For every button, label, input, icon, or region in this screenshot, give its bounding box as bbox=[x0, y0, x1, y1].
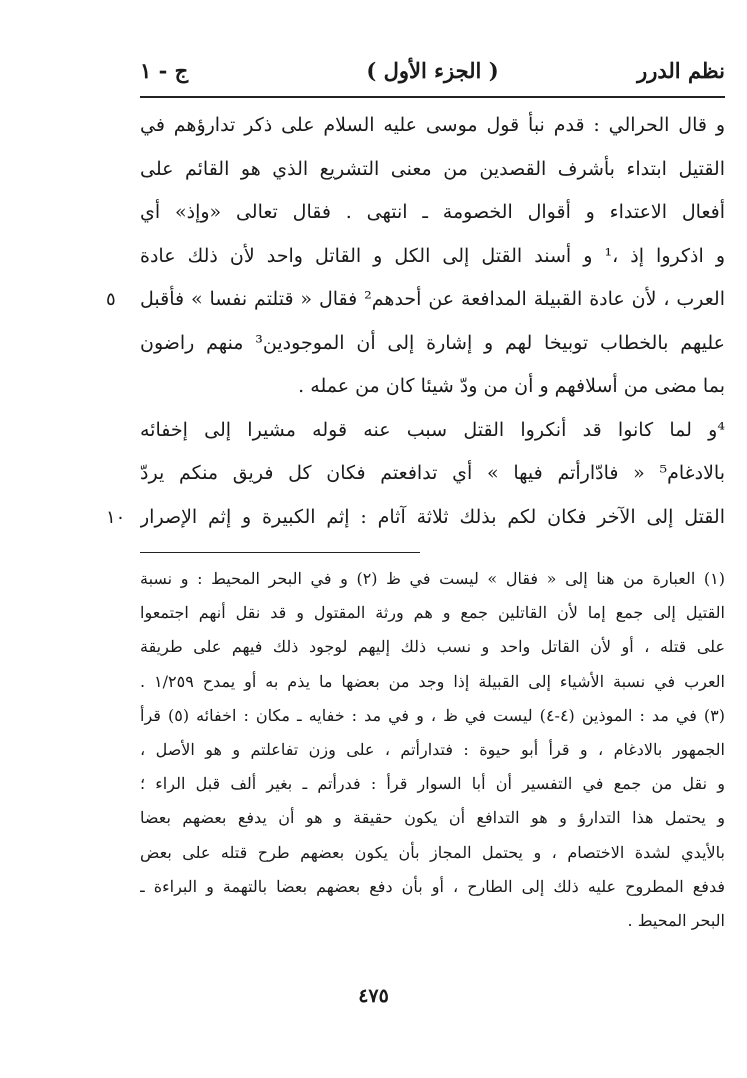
text-line: القتل إلى الآخر فكان لكم بذلك ثلاثة آثام : إثم الكبيرة و إثم الإصرار bbox=[140, 505, 725, 528]
footnote-line: (٣) في مد : الموذين (٤-٤) ليست في ظ ، و في مد : خفايه ـ مكان : اخفائه (٥) قرأ bbox=[140, 705, 725, 725]
header-rule bbox=[140, 96, 725, 98]
text-line: القتيل ابتداء بأشرف القصدين من معنى التشريع الذي هو القائم على bbox=[140, 157, 725, 180]
footnote-line: العرب في نسبة الأشياء إلى القبيلة إذا وجد من بعضها ما يذم به أو يمدح ١/٢٥٩ . bbox=[140, 671, 725, 691]
text-line: و قال الحرالي : قدم نبأ قول موسى عليه السلام على ذكر تدارؤهم في bbox=[140, 114, 725, 136]
book-title: نظم الدرر bbox=[637, 58, 725, 83]
footnote-rule bbox=[140, 552, 420, 553]
footnote-line: (١) العبارة من هنا إلى « فقال » ليست في ظ (٢) و في البحر المحيط : و نسبة bbox=[140, 569, 725, 588]
text-line: عليهم بالخطاب توبيخا لهم و إشارة إلى أن الموجودين³ منهم راضون bbox=[140, 331, 725, 354]
main-text bbox=[106, 104, 725, 539]
footnote-line: و يحتمل هذا التدارؤ و هو التدافع أن يكون حقيقة و هو أن يدفع بعضهم بعضا bbox=[140, 808, 725, 828]
footnote-line: و نقل من جمع في التفسير أن أبا السوار قرأ : فدرأتم ـ بغير ألف قبل الراء ؛ bbox=[140, 774, 725, 794]
text-line: ⁴و لما كانوا قد أنكروا القتل سبب عنه قوله مشيرا إلى إخفائه bbox=[140, 418, 725, 441]
text-line: بالادغام⁵ « فادّارأتم فيها » أي تدافعتم فكان كل فريق منكم يردّ bbox=[140, 462, 725, 484]
footnote-line: فدفع المطروح عليه ذلك إلى الطارح ، أو بأن دفع بعضهم بعضا بالتهمة و البراءة ـ bbox=[140, 876, 725, 896]
page-number: ٤٧٥ bbox=[358, 985, 389, 1007]
text-line: أفعال الاعتداء و أقوال الخصومة ـ انتهى . فقال تعالى «وإذ» أي bbox=[140, 201, 725, 223]
running-header bbox=[140, 50, 725, 98]
text-line: بما مضى من أسلافهم و أن من ودّ شيئا كان من عمله . bbox=[298, 375, 725, 397]
footnote-line: على قتله ، أو لأن القاتل واحد و نسب ذلك إليهم لوجود ذلك فيهم على طريقة bbox=[140, 637, 725, 657]
footnote-line: البحر المحيط . bbox=[627, 910, 725, 930]
footnote-line: بالأيدي لشدة الاختصام ، و يحتمل المجاز بأن يكون بعضهم طرح قتله على بعض bbox=[140, 842, 725, 862]
part-title: ( الجزء الأول ) bbox=[366, 58, 499, 83]
footnote-line: القتيل إلى جمع إما لأن القاتلين جمع و هم ورثة المقتول و قد نقل أنهم اجتمعوا bbox=[140, 603, 725, 623]
line-number-5: ٥ bbox=[106, 289, 116, 310]
footnote-line: الجمهور بالادغام ، و قرأ أبو حيوة : فتدارأتم ، على وزن تفاعلتم و هو الأصل ، bbox=[140, 739, 725, 759]
text-line: العرب ، لأن عادة القبيلة المدافعة عن أحدهم² فقال « قتلتم نفسا » فأقبل bbox=[140, 288, 725, 310]
volume-number: ج - ١ bbox=[140, 58, 189, 83]
line-number-10: ١٠ bbox=[106, 506, 126, 528]
text-line: و اذكروا إذ ،¹ و أسند القتل إلى الكل و القاتل واحد لأن ذلك عادة bbox=[140, 244, 725, 267]
footnotes bbox=[140, 562, 725, 938]
